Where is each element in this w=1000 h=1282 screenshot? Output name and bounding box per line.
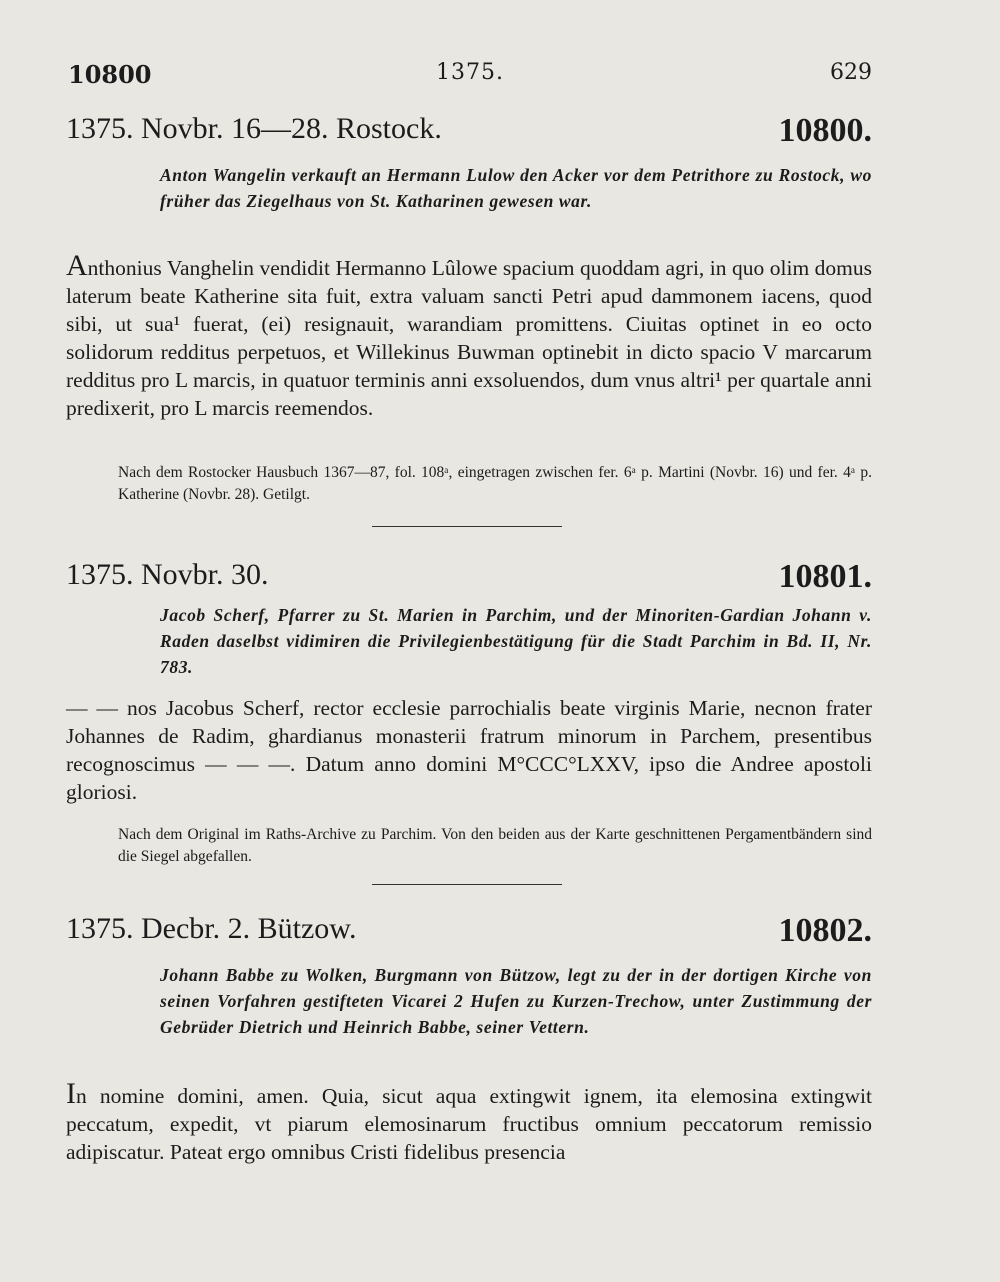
entry-number: 10800. xyxy=(778,112,872,149)
entry-source-note: Nach dem Original im Raths-Archive zu Parchim. Von den beiden aus der Karte geschnittenen Pergamentbändern sind die Siegel abgefallen. xyxy=(118,826,872,865)
header-page-number: 629 xyxy=(830,60,872,85)
entry-source-note: Nach dem Rostocker Hausbuch 1367—87, fol. 108ᵃ, eingetragen zwischen fer. 6ᵃ p. Martini (Novbr. 16) und fer. 4ᵃ p. Katherine (Novbr. 28). Getilgt. xyxy=(118,464,872,503)
entry-date: 1375. Novbr. 16—28. Rostock. xyxy=(66,112,442,145)
entry-date: 1375. Novbr. 30. xyxy=(66,558,269,591)
entry-text xyxy=(66,1077,872,1166)
header-year: 1375. xyxy=(436,60,504,85)
entry-summary: Johann Babbe zu Wolken, Burgmann von Bützow, legt zu der in der dortigen Kirche von seinen Vorfahren gestifteten Vicarei 2 Hufen zu Kurzen-Trechow, unter Zustimmung der Gebrüder Dietrich und Heinrich Babbe, seiner Vettern. xyxy=(160,965,872,1037)
entry-text-body: nthonius Vanghelin vendidit Hermanno Lûlowe spacium quoddam agri, in quo olim domus laterum beate Katherine sita fuit, extra valuam sancti Petri apud dammonem iacens, quod sibi, ut sua¹ fuerat, (ei) resignauit, warandiam promittens. Ciuitas optinet in eo octo solidorum redditus perpetuos, et Willekinus Buwman optinebit in dicto spacio V marcarum redditus pro L marcis, in quatuor terminis anni exsoluendos, dum vnus altri¹ per quartale anni predixerit, pro L marcis reemendos. xyxy=(66,256,872,420)
entry-text: — — nos Jacobus Scherf, rector ecclesie parrochialis beate virginis Marie, necnon frater Johannes de Radim, ghardianus monasterii fratrum minorum in Parchem, presentibus recognoscimus — — —. Datum anno domini M°CCC°LXXV, ipso die Andree apostoli gloriosi. xyxy=(66,696,872,804)
entry-initial: A xyxy=(66,249,88,282)
entry-text xyxy=(66,249,872,422)
section-divider xyxy=(372,526,562,527)
entry-date: 1375. Decbr. 2. Bützow. xyxy=(66,912,357,945)
header-entry-number: 10800 xyxy=(68,60,152,89)
entry-number: 10802. xyxy=(778,912,872,949)
entry-initial: I xyxy=(66,1077,76,1110)
entry-summary: Jacob Scherf, Pfarrer zu St. Marien in Parchim, und der Minoriten-Gardian Johann v. Raden daselbst vidimiren die Privilegienbestätigung für die Stadt Parchim in Bd. II, Nr. 783. xyxy=(160,605,872,677)
entry-heading xyxy=(66,912,872,952)
entry-number: 10801. xyxy=(778,558,872,595)
entry-heading xyxy=(66,112,872,152)
page-header xyxy=(68,60,872,94)
entry-text-body: n nomine domini, amen. Quia, sicut aqua extingwit ignem, ita elemosina extingwit peccatum, expedit, vt piarum elemosinarum fructibus omnium peccatorum remissio adipiscatur. Pateat ergo omnibus Cristi fidelibus presencia xyxy=(66,1084,872,1164)
entry-summary: Anton Wangelin verkauft an Hermann Lulow den Acker vor dem Petrithore zu Rostock, wo früher das Ziegelhaus von St. Katharinen gewesen war. xyxy=(160,165,872,211)
entry-heading xyxy=(66,558,872,598)
section-divider xyxy=(372,884,562,885)
